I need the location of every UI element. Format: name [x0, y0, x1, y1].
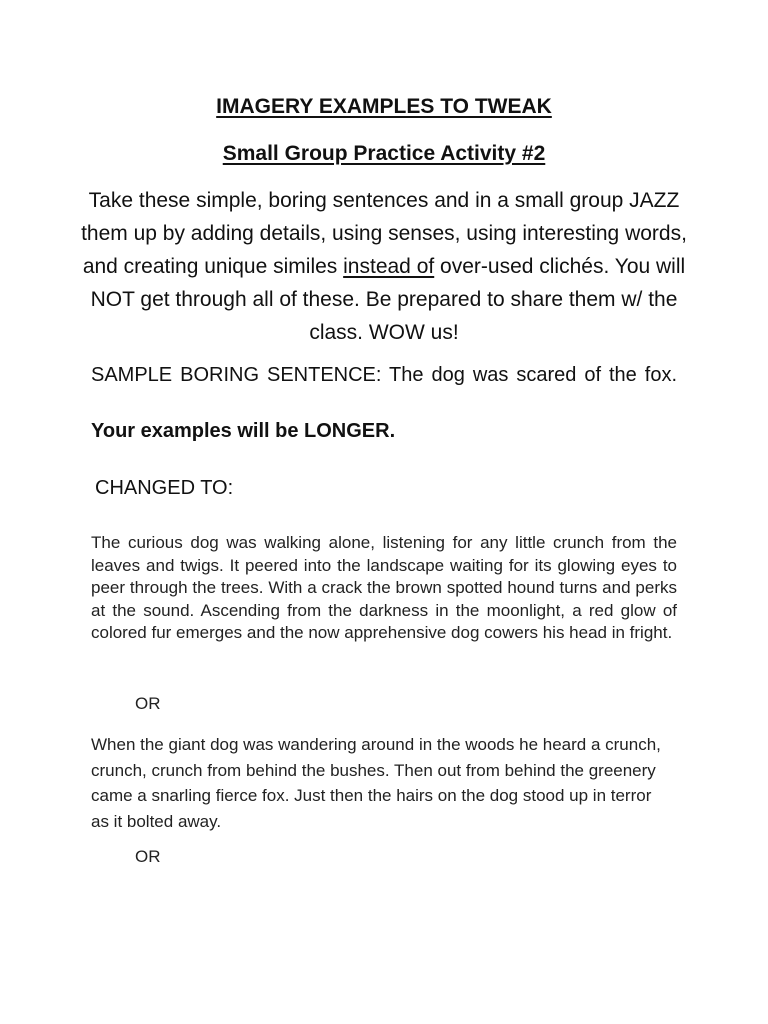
instructions-text-start: Take these simple, boring sentences and in a small group JAZZ them up by adding details, using senses, using interesting words, and creating unique similes — [81, 189, 687, 278]
or-separator-2: OR — [135, 847, 161, 866]
document-title: IMAGERY EXAMPLES TO TWEAK — [216, 95, 552, 118]
instructions-underlined-text: instead of — [343, 255, 435, 278]
longer-examples-note: Your examples will be LONGER. — [91, 420, 396, 442]
sample-boring-sentence: SAMPLE BORING SENTENCE: The dog was scared of the fox. — [91, 364, 677, 386]
instructions-text-end: over-used clichés. You will NOT get through all of these. Be prepared to share them w/ the class. WOW us! — [90, 255, 686, 344]
instructions-paragraph — [78, 184, 690, 349]
or-separator-1: OR — [135, 694, 161, 713]
activity-subtitle: Small Group Practice Activity #2 — [222, 142, 546, 165]
example-paragraph-2: When the giant dog was wandering around in the woods he heard a crunch, crunch, crunch from behind the bushes. Then out from behind the greenery came a snarling fierce fox. Just then the hairs on the dog stood up in terror as it bolted away. — [91, 735, 661, 831]
changed-to-label: CHANGED TO: — [95, 477, 234, 499]
example-paragraph-1: The curious dog was walking alone, listening for any little crunch from the leaves and twigs. It peered into the landscape waiting for its glowing eyes to peer through the trees. With a crack the brown spotted hound turns and perks at the sound. Ascending from the darkness in the moonlight, a red glow of colored fur emerges and the now apprehensive dog cowers his head in fright. — [91, 533, 677, 642]
